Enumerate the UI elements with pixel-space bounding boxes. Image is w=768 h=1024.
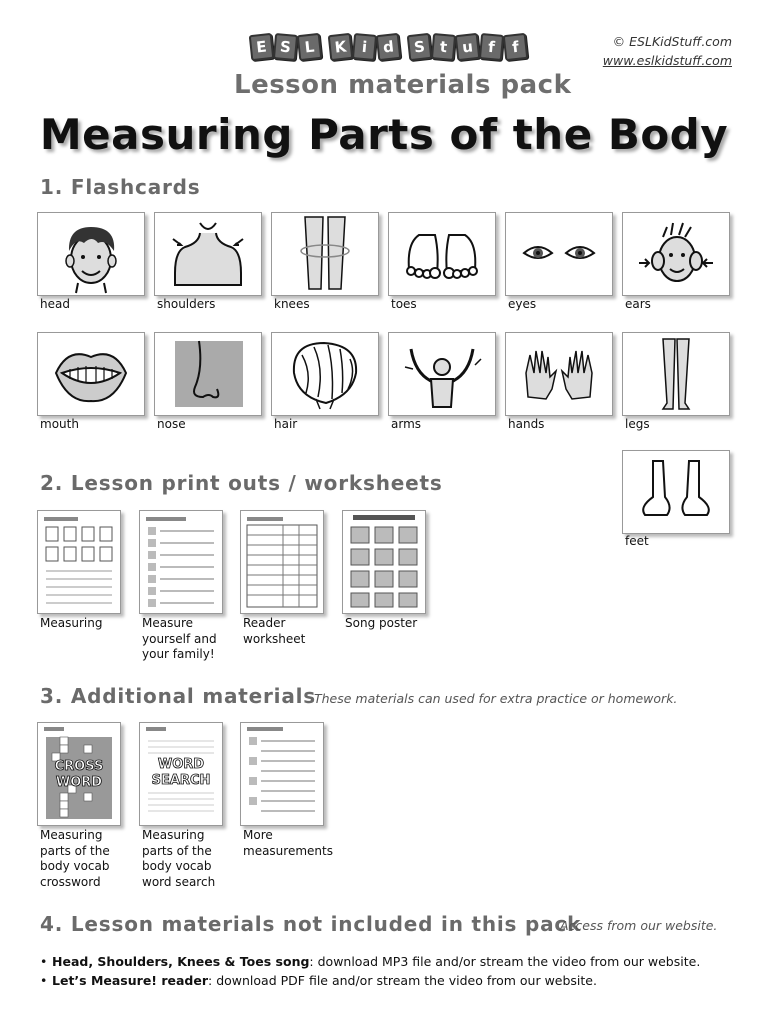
- list-item-text: : download MP3 file and/or stream the video from our website.: [309, 954, 701, 969]
- word-search-icon: [140, 723, 222, 825]
- flashcard-eyes[interactable]: [505, 212, 613, 296]
- additional-label-line: word search: [142, 874, 216, 889]
- list-item: [40, 971, 700, 990]
- worksheet-reader[interactable]: [240, 510, 324, 614]
- logo-letter-tile: S: [407, 33, 433, 61]
- worksheet-icon: [343, 511, 425, 613]
- page-title: Measuring Parts of the Body: [39, 110, 729, 159]
- flashcard-label-head: head: [40, 297, 70, 311]
- worksheet-label-line: Measuring: [40, 616, 103, 630]
- additional-label-line: parts of the: [40, 843, 110, 858]
- flashcard-label-shoulders: shoulders: [157, 297, 216, 311]
- toes-icon: [389, 213, 495, 295]
- copyright-block: [560, 32, 732, 70]
- not-included-note: Access from our website.: [560, 918, 718, 933]
- section-not-included-heading: 4. Lesson materials not included in this pack: [40, 912, 582, 936]
- knees-icon: [272, 213, 378, 295]
- hair-icon: [272, 333, 378, 415]
- logo-letter-tile: E: [249, 33, 275, 61]
- flashcard-toes[interactable]: [388, 212, 496, 296]
- flashcard-label-toes: toes: [391, 297, 417, 311]
- logo-letter-tile: t: [431, 33, 456, 61]
- hands-icon: [506, 333, 612, 415]
- flashcard-label-hair: hair: [274, 417, 298, 431]
- flashcard-label-nose: nose: [157, 417, 186, 431]
- worksheet-label: [345, 616, 445, 632]
- head-icon: [38, 213, 144, 295]
- logo-letter-tile: u: [455, 33, 481, 61]
- logo-letter-tile: K: [328, 33, 354, 61]
- not-included-list: [40, 952, 700, 990]
- additional-word-search[interactable]: [139, 722, 223, 826]
- additional-label-line: body vocab: [40, 859, 110, 873]
- additional-crossword[interactable]: [37, 722, 121, 826]
- flashcard-ears[interactable]: [622, 212, 730, 296]
- additional-label-line: Measuring: [40, 828, 103, 842]
- flashcard-label-mouth: mouth: [40, 417, 79, 431]
- worksheet-label: [40, 616, 140, 632]
- additional-more-measurements[interactable]: [240, 722, 324, 826]
- logo-letter-tile: i: [352, 33, 377, 61]
- flashcard-label-eyes: eyes: [508, 297, 537, 311]
- logo-letter-tile: f: [503, 33, 529, 61]
- list-item: [40, 952, 700, 971]
- additional-label-line: More: [243, 828, 273, 842]
- section-flashcards-heading: 1. Flashcards: [40, 175, 201, 199]
- list-item-title: Head, Shoulders, Knees & Toes song: [52, 954, 310, 969]
- flashcard-shoulders[interactable]: [154, 212, 262, 296]
- worksheet-icon: [241, 511, 323, 613]
- worksheet-song-poster[interactable]: [342, 510, 426, 614]
- flashcard-nose[interactable]: [154, 332, 262, 416]
- additional-label: [142, 828, 242, 890]
- logo-letter-tile: L: [297, 33, 323, 61]
- worksheet-label-line: Reader: [243, 616, 286, 630]
- crossword-word-1: CROSS: [54, 759, 104, 774]
- worksheet-icon: [241, 723, 323, 825]
- additional-label-line: Measuring: [142, 828, 205, 842]
- additional-note: These materials can used for extra practice or homework.: [314, 691, 678, 706]
- eyes-icon: [506, 213, 612, 295]
- word-search-word-2: SEARCH: [151, 773, 211, 788]
- worksheet-icon: [38, 511, 120, 613]
- website-link[interactable]: www.eslkidstuff.com: [602, 53, 732, 68]
- additional-label-line: parts of the: [142, 843, 212, 858]
- additional-label: [243, 828, 343, 859]
- flashcard-label-ears: ears: [625, 297, 651, 311]
- flashcard-label-feet: feet: [625, 534, 649, 548]
- list-item-text: : download PDF file and/or stream the video from our website.: [208, 973, 597, 988]
- flashcard-head[interactable]: [37, 212, 145, 296]
- feet-icon: [623, 451, 729, 533]
- flashcard-mouth[interactable]: [37, 332, 145, 416]
- esl-kid-stuff-logo: [250, 34, 527, 60]
- worksheet-label-line: your family!: [142, 647, 215, 661]
- worksheet-label-line: yourself and: [142, 631, 217, 646]
- crossword-icon: [38, 723, 120, 825]
- word-search-word-1: WORD: [157, 757, 205, 772]
- arms-icon: [389, 333, 495, 415]
- copyright-text: © ESLKidStuff.com: [612, 34, 732, 49]
- logo-letter-tile: S: [273, 33, 298, 61]
- pack-title: Lesson materials pack: [234, 70, 572, 100]
- additional-label: [40, 828, 140, 890]
- flashcard-label-hands: hands: [508, 417, 545, 431]
- logo-letter-tile: d: [376, 33, 402, 61]
- worksheet-label-line: Song poster: [345, 616, 418, 630]
- mouth-icon: [38, 333, 144, 415]
- section-additional-heading: 3. Additional materials: [40, 684, 316, 708]
- worksheet-measuring[interactable]: [37, 510, 121, 614]
- legs-icon: [623, 333, 729, 415]
- worksheet-icon: [140, 511, 222, 613]
- crossword-word-2: WORD: [55, 775, 103, 790]
- ears-icon: [623, 213, 729, 295]
- flashcard-knees[interactable]: [271, 212, 379, 296]
- worksheet-label: [243, 616, 343, 647]
- section-worksheets-heading: 2. Lesson print outs / worksheets: [40, 471, 443, 495]
- nose-icon: [155, 333, 261, 415]
- flashcard-label-arms: arms: [391, 417, 422, 431]
- flashcard-hair[interactable]: [271, 332, 379, 416]
- flashcard-label-legs: legs: [625, 417, 650, 431]
- logo-letter-tile: f: [479, 33, 504, 61]
- flashcard-label-knees: knees: [274, 297, 310, 311]
- worksheet-label-line: Measure: [142, 616, 193, 630]
- flashcard-hands[interactable]: [505, 332, 613, 416]
- additional-label-line: measurements: [243, 843, 333, 858]
- flashcard-feet[interactable]: [622, 450, 730, 534]
- shoulders-icon: [155, 213, 261, 295]
- list-item-title: Let’s Measure! reader: [52, 973, 209, 988]
- worksheet-label-line: worksheet: [243, 631, 306, 646]
- additional-label-line: body vocab: [142, 859, 212, 873]
- worksheet-measure-yourself[interactable]: [139, 510, 223, 614]
- worksheet-label: [142, 616, 242, 663]
- additional-label-line: crossword: [40, 874, 101, 889]
- flashcard-arms[interactable]: [388, 332, 496, 416]
- flashcard-legs[interactable]: [622, 332, 730, 416]
